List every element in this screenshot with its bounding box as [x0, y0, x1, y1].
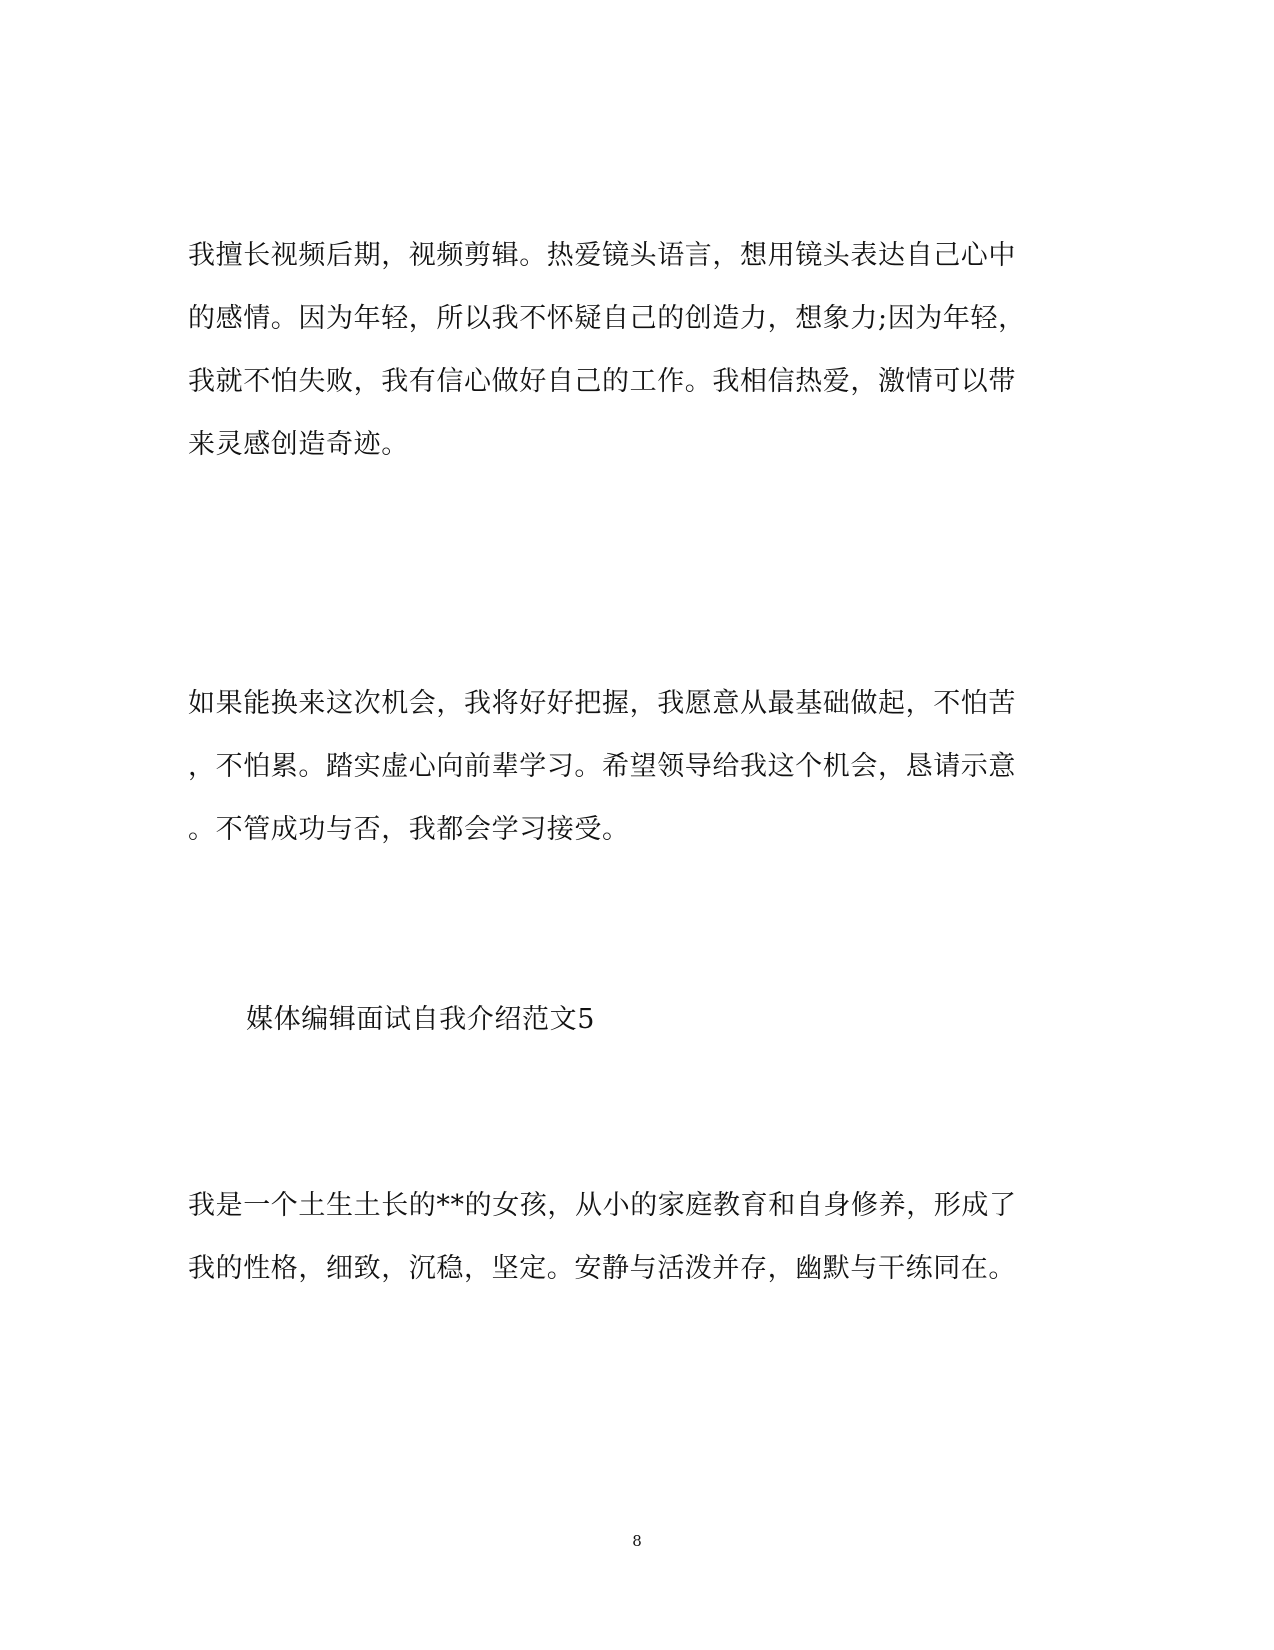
paragraph-line: 的感情。因为年轻，所以我不怀疑自己的创造力，想象力;因为年轻， — [188, 303, 1026, 334]
paragraph-line: ，不怕累。踏实虚心向前辈学习。希望领导给我这个机会，恳请示意 — [188, 751, 1016, 782]
paragraph-line: 。不管成功与否，我都会学习接受。 — [188, 814, 630, 845]
paragraph-line: 我就不怕失败，我有信心做好自己的工作。我相信热爱，激情可以带 — [188, 366, 1016, 397]
paragraph-line: 我的性格，细致，沉稳，坚定。安静与活泼并存，幽默与干练同在。 — [188, 1253, 1016, 1284]
paragraph-line: 如果能换来这次机会，我将好好把握，我愿意从最基础做起，不怕苦 — [188, 688, 1016, 719]
paragraph-line: 我是一个土生土长的**的女孩，从小的家庭教育和自身修养，形成了 — [188, 1190, 1017, 1221]
paragraph-line: 来灵感创造奇迹。 — [188, 429, 409, 460]
page-number: 8 — [632, 1532, 642, 1550]
paragraph-line: 我擅长视频后期，视频剪辑。热爱镜头语言，想用镜头表达自己心中 — [188, 240, 1016, 271]
section-heading: 媒体编辑面试自我介绍范文5 — [246, 1004, 595, 1035]
